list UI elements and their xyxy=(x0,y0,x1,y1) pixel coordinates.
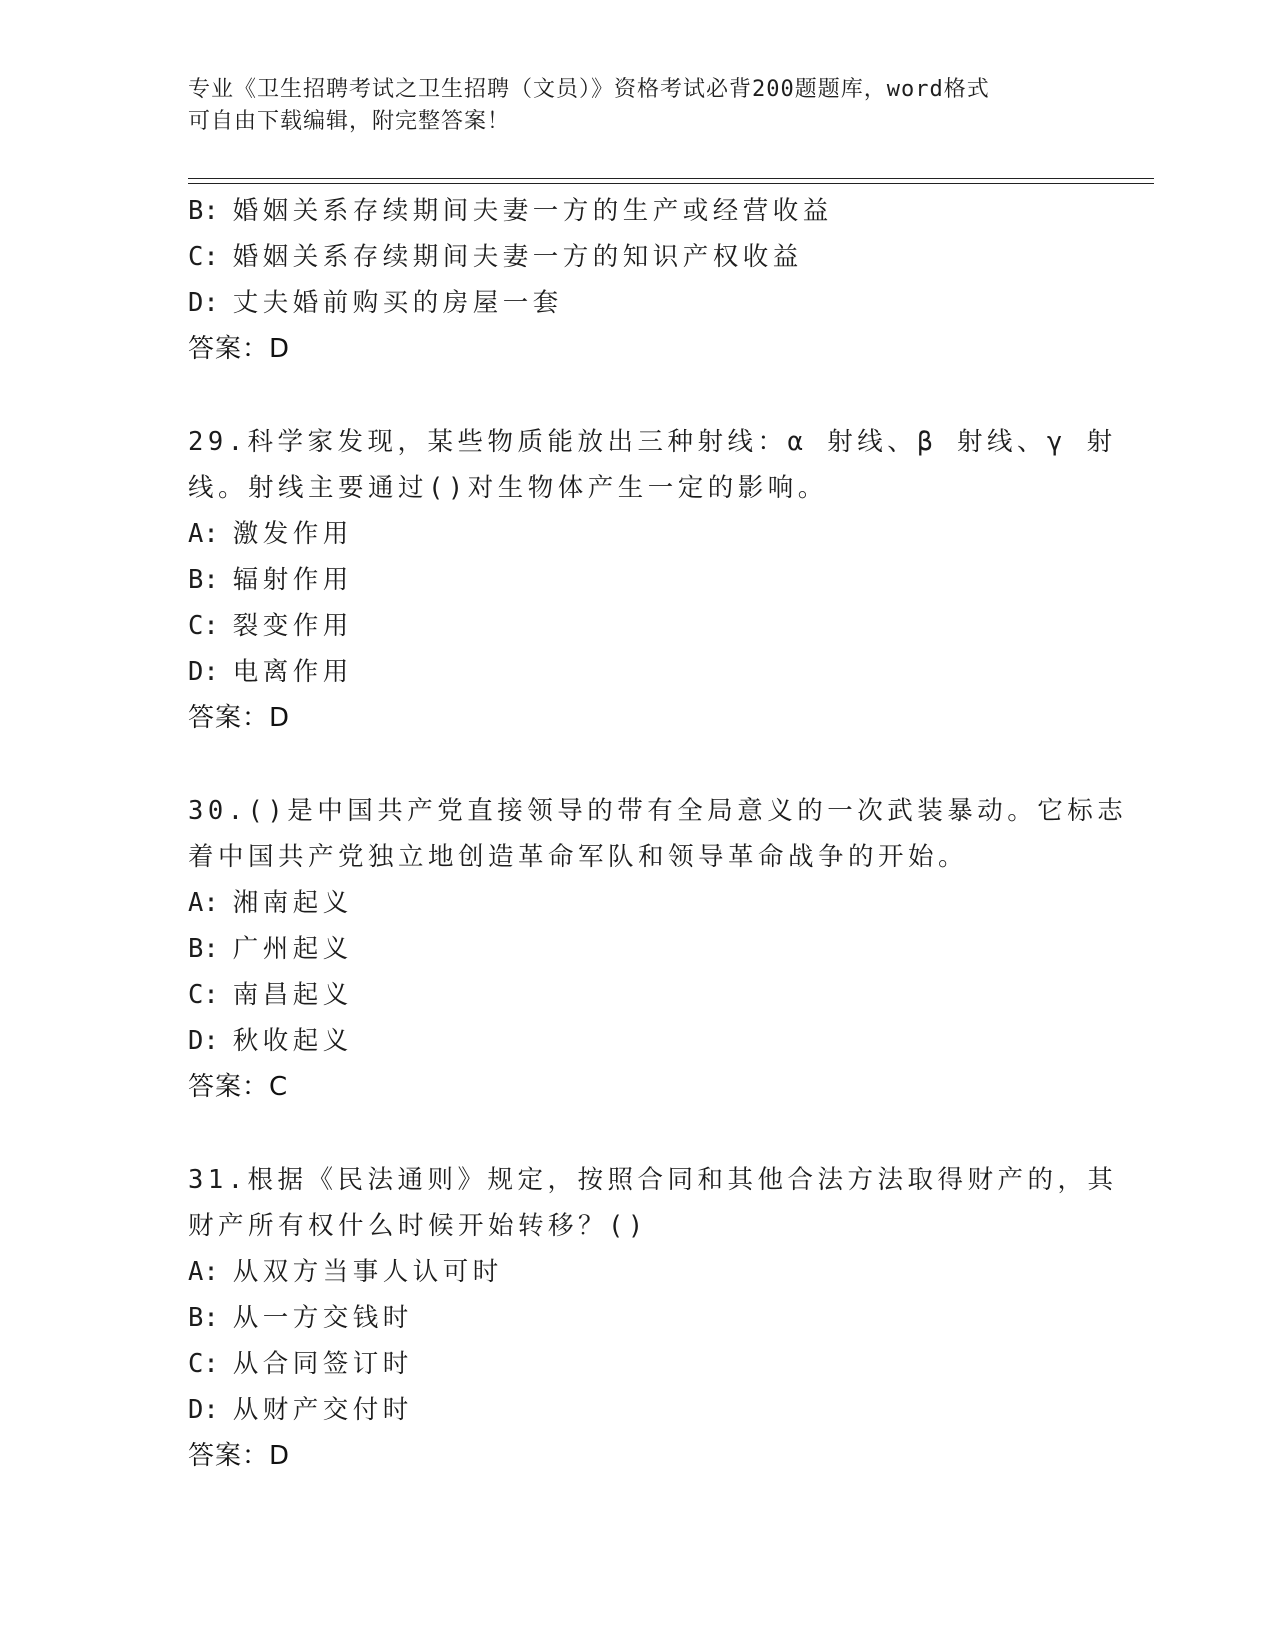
question-30 xyxy=(188,788,1128,1110)
option-b xyxy=(188,557,1088,603)
option-text: 从财产交付时 xyxy=(232,1395,413,1425)
option-c xyxy=(188,234,1088,280)
option-key: C: xyxy=(188,1349,219,1379)
answer-line: 答案：C xyxy=(188,1072,289,1102)
question-stem-line-1: 29.科学家发现，某些物质能放出三种射线：α 射线、β 射线、γ 射 xyxy=(188,427,1117,457)
option-key: D: xyxy=(188,1395,219,1425)
option-c xyxy=(188,972,1088,1018)
option-b xyxy=(188,1295,1088,1341)
question-28-tail xyxy=(188,188,1088,372)
option-text: 激发作用 xyxy=(232,519,353,549)
option-key: C: xyxy=(188,242,219,272)
option-c xyxy=(188,1341,1088,1387)
option-text: 从一方交钱时 xyxy=(232,1303,413,1333)
spacer xyxy=(188,1110,1088,1157)
option-text: 婚姻关系存续期间夫妻一方的知识产权收益 xyxy=(232,242,803,272)
option-text: 丈夫婚前购买的房屋一套 xyxy=(232,288,563,318)
answer-line: 答案：D xyxy=(188,703,291,733)
option-text: 湘南起义 xyxy=(232,888,353,918)
option-b xyxy=(188,188,1088,234)
option-text: 南昌起义 xyxy=(232,980,353,1010)
header-divider-bottom xyxy=(188,183,1154,184)
option-text: 广州起义 xyxy=(232,934,353,964)
option-key: D: xyxy=(188,1026,219,1056)
option-text: 秋收起义 xyxy=(232,1026,353,1056)
option-text: 电离作用 xyxy=(232,657,353,687)
answer-line: 答案：D xyxy=(188,1441,291,1471)
option-a xyxy=(188,511,1088,557)
question-list xyxy=(188,188,1128,1479)
option-key: D: xyxy=(188,288,219,318)
option-a xyxy=(188,880,1088,926)
document-header xyxy=(188,74,1068,138)
option-text: 辐射作用 xyxy=(232,565,353,595)
option-d xyxy=(188,649,1088,695)
option-key: A: xyxy=(188,888,219,918)
option-text: 从合同签订时 xyxy=(232,1349,413,1379)
option-key: B: xyxy=(188,196,219,226)
option-text: 裂变作用 xyxy=(232,611,353,641)
option-key: A: xyxy=(188,1257,219,1287)
option-key: B: xyxy=(188,934,219,964)
question-stem-line-1: 30.()是中国共产党直接领导的带有全局意义的一次武装暴动。它标志 xyxy=(188,796,1128,826)
option-b xyxy=(188,926,1088,972)
option-text: 婚姻关系存续期间夫妻一方的生产或经营收益 xyxy=(232,196,833,226)
header-line-1: 专业《卫生招聘考试之卫生招聘（文员）》资格考试必背200题题库，word格式 xyxy=(188,77,990,102)
option-key: C: xyxy=(188,980,219,1010)
option-key: D: xyxy=(188,657,219,687)
option-key: A: xyxy=(188,519,219,549)
question-stem-line-2: 财产所有权什么时候开始转移？() xyxy=(188,1211,648,1241)
question-stem-line-2: 着中国共产党独立地创造革命军队和领导革命战争的开始。 xyxy=(188,842,969,872)
option-d xyxy=(188,1387,1088,1433)
option-d xyxy=(188,1018,1088,1064)
option-text: 从双方当事人认可时 xyxy=(232,1257,503,1287)
option-key: B: xyxy=(188,565,219,595)
question-31 xyxy=(188,1157,1118,1479)
option-c xyxy=(188,603,1088,649)
header-line-2: 可自由下载编辑，附完整答案！ xyxy=(188,109,511,134)
question-stem-line-2: 线。射线主要通过()对生物体产生一定的影响。 xyxy=(188,473,828,503)
option-a xyxy=(188,1249,1088,1295)
spacer xyxy=(188,741,1088,788)
option-key: B: xyxy=(188,1303,219,1333)
question-stem-line-1: 31.根据《民法通则》规定，按照合同和其他合法方法取得财产的，其 xyxy=(188,1165,1118,1195)
question-29 xyxy=(188,419,1117,741)
header-divider-top xyxy=(188,178,1154,179)
spacer xyxy=(188,372,1088,419)
option-key: C: xyxy=(188,611,219,641)
option-d xyxy=(188,280,1088,326)
answer-line: 答案：D xyxy=(188,334,291,364)
